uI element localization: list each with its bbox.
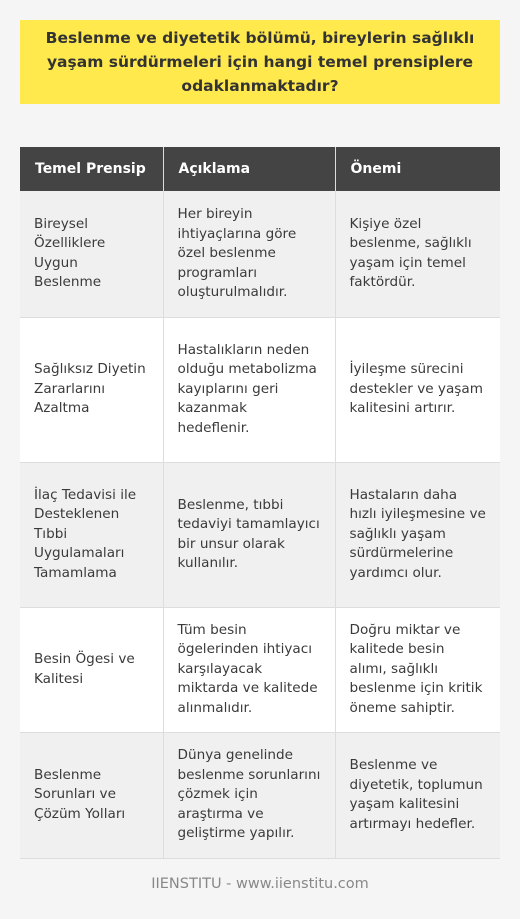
footer-credit: IIENSTITU - www.iienstitu.com: [151, 876, 369, 892]
principles-table: [20, 147, 500, 859]
importance-cell: Doğru miktar ve kalitede besin alımı, sağlıklı beslenme için kritik öneme sahiptir.: [335, 607, 500, 732]
principle-cell: Besin Ögesi ve Kalitesi: [20, 607, 163, 732]
principle-cell: Sağlıksız Diyetin Zararlarını Azaltma: [20, 317, 163, 462]
description-cell: Beslenme, tıbbi tedaviyi tamamlayıcı bir unsur olarak kullanılır.: [163, 462, 335, 607]
importance-cell: İyileşme sürecini destekler ve yaşam kalitesini artırır.: [335, 317, 500, 462]
header-principle: Temel Prensip: [20, 147, 163, 191]
table-row: [20, 462, 500, 607]
table-row: [20, 607, 500, 732]
question-box: [20, 20, 500, 104]
description-cell: Her bireyin ihtiyaçlarına göre özel beslenme programları oluşturulmalıdır.: [163, 191, 335, 317]
description-cell: Tüm besin ögelerinden ihtiyacı karşılayacak miktarda ve kalitede alınmalıdır.: [163, 607, 335, 732]
table-row: [20, 732, 500, 858]
importance-cell: Hastaların daha hızlı iyileşmesine ve sağlıklı yaşam sürdürmelerine yardımcı olur.: [335, 462, 500, 607]
table-row: [20, 317, 500, 462]
principle-cell: Beslenme Sorunları ve Çözüm Yolları: [20, 732, 163, 858]
description-cell: Dünya genelinde beslenme sorunlarını çözmek için araştırma ve geliştirme yapılır.: [163, 732, 335, 858]
table-row: [20, 191, 500, 317]
header-importance: Önemi: [335, 147, 500, 191]
table-header-row: [20, 147, 500, 191]
principle-cell: İlaç Tedavisi ile Desteklenen Tıbbi Uygulamaları Tamamlama: [20, 462, 163, 607]
question-text: Beslenme ve diyetetik bölümü, bireylerin sağlıklı yaşam sürdürmeleri için hangi temel prensiplere odaklanmaktadır?: [45, 29, 475, 95]
importance-cell: Kişiye özel beslenme, sağlıklı yaşam için temel faktördür.: [335, 191, 500, 317]
principle-cell: Bireysel Özelliklere Uygun Beslenme: [20, 191, 163, 317]
importance-cell: Beslenme ve diyetetik, toplumun yaşam kalitesini artırmayı hedefler.: [335, 732, 500, 858]
description-cell: Hastalıkların neden olduğu metabolizma kayıplarını geri kazanmak hedeflenir.: [163, 317, 335, 462]
header-description: Açıklama: [163, 147, 335, 191]
